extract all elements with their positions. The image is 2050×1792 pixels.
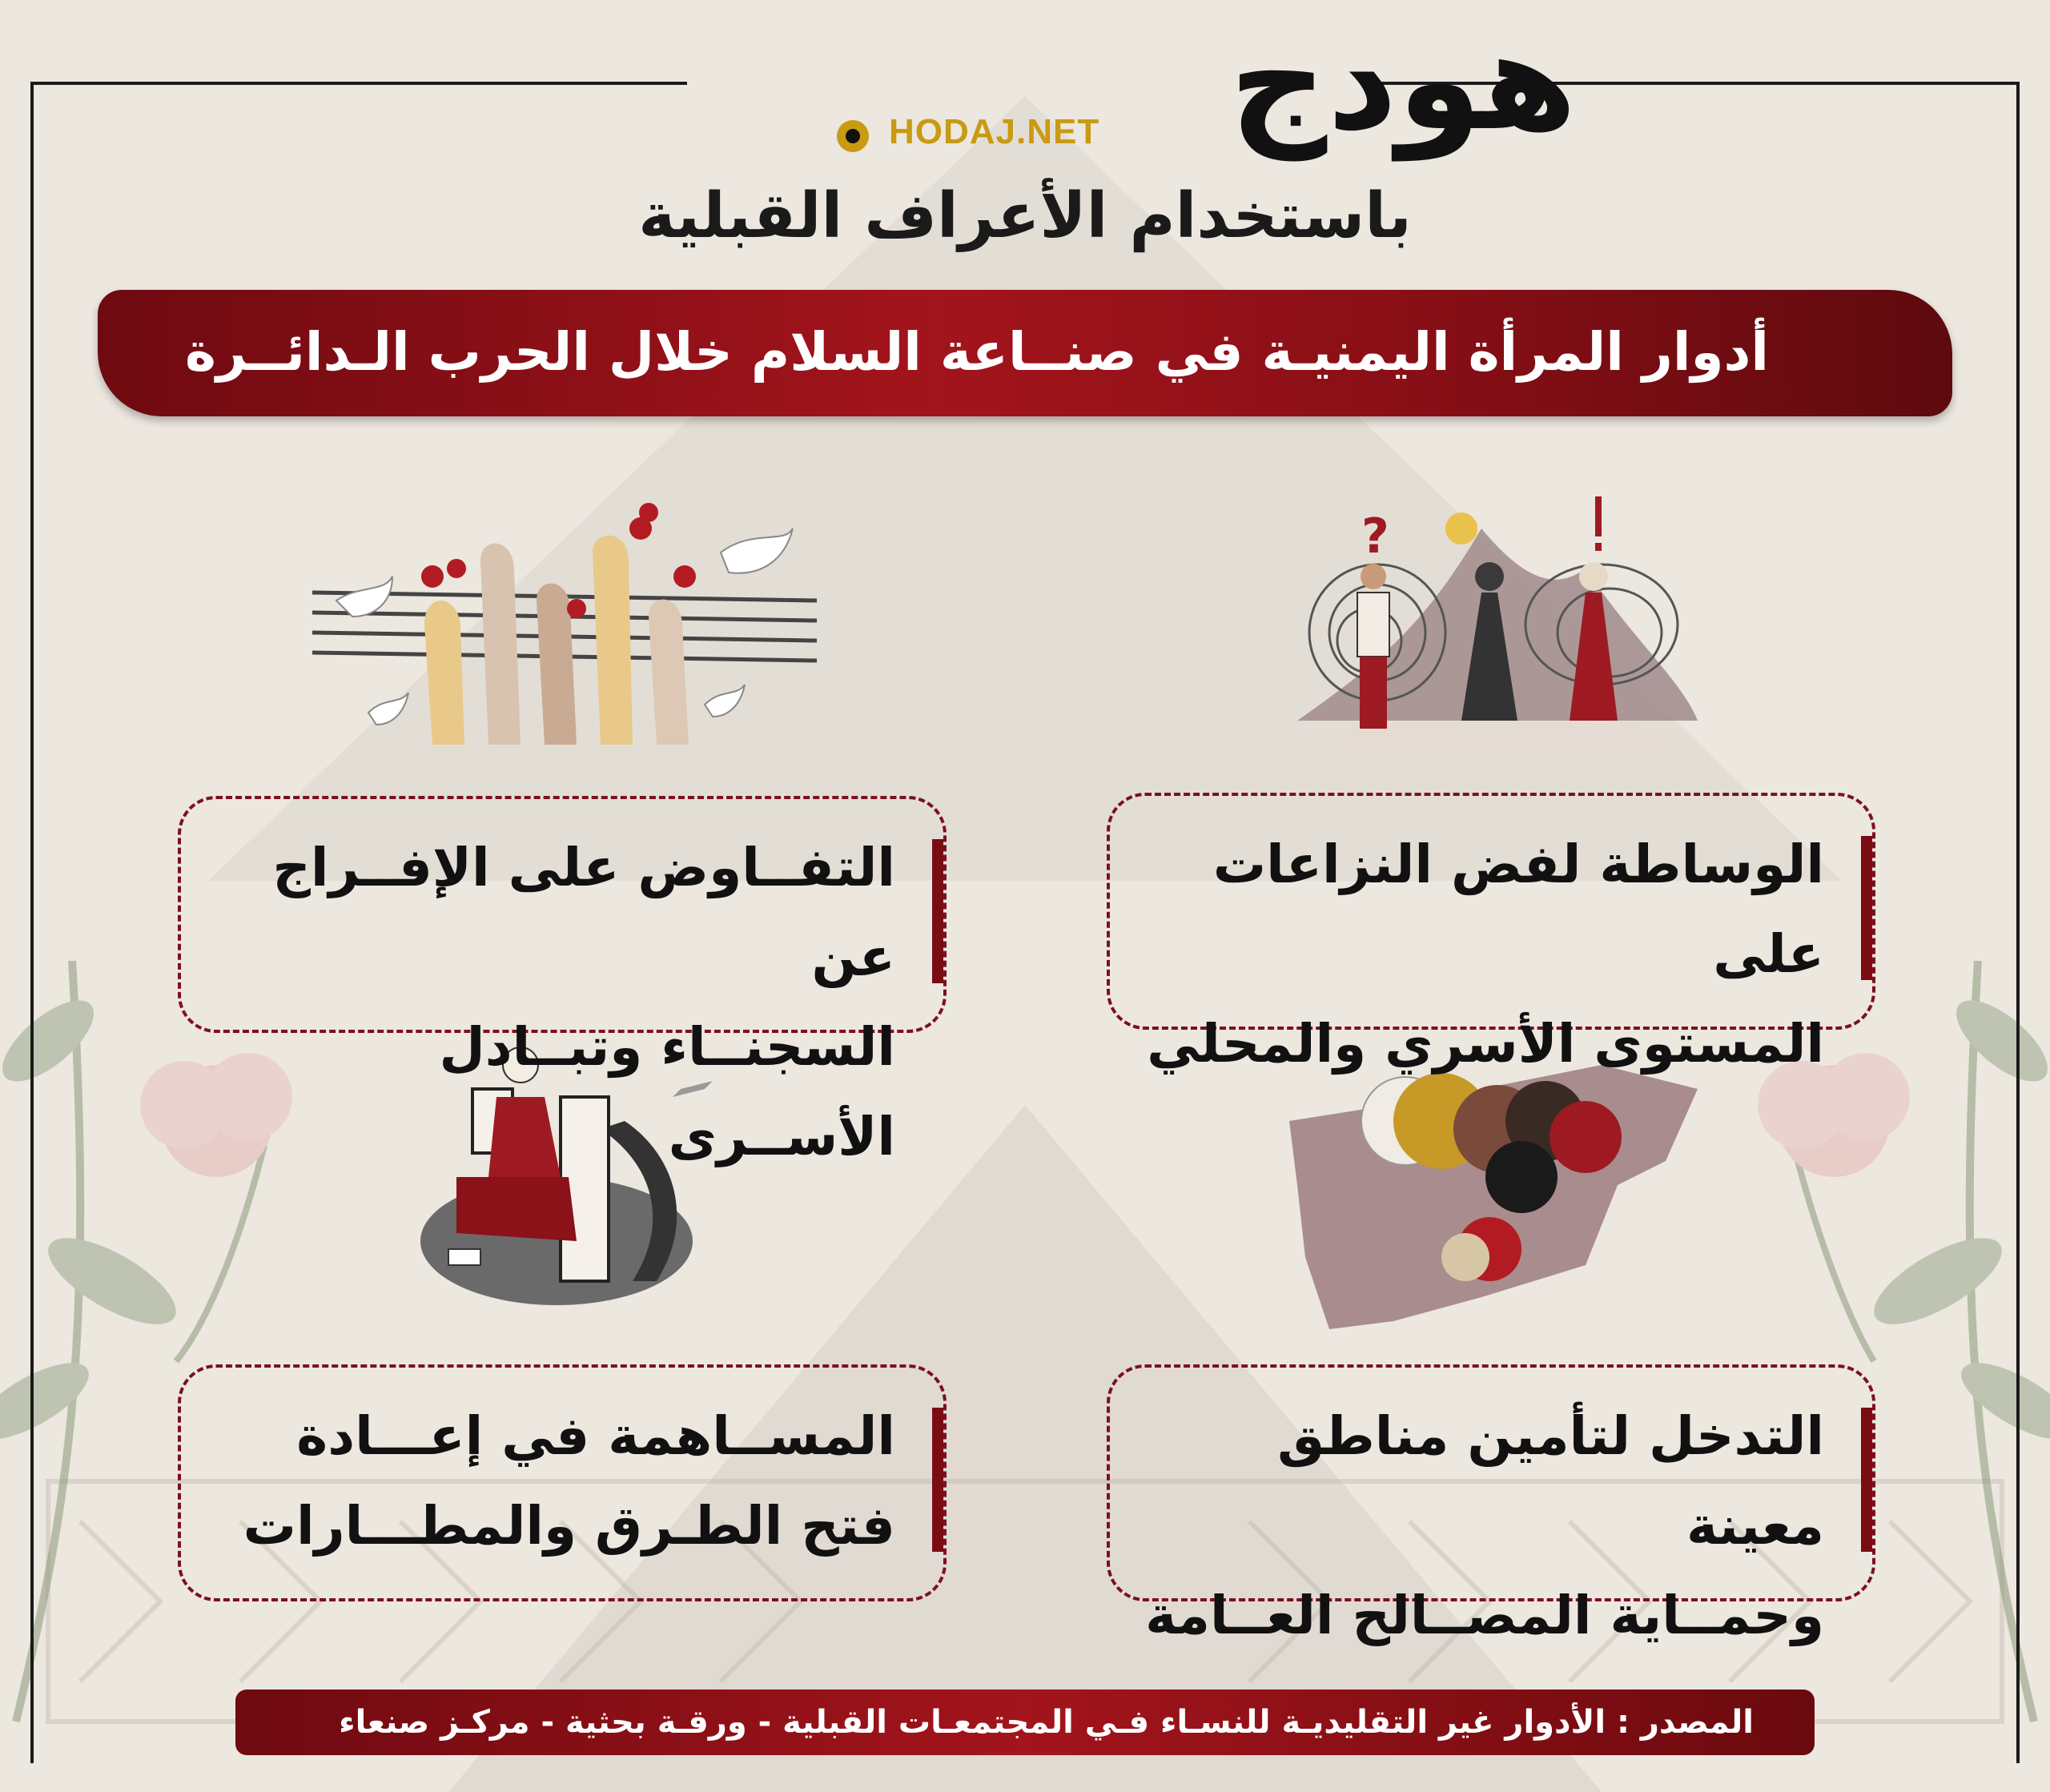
svg-text:?: ? [1361,508,1389,565]
card-reopening-roads [178,1364,947,1601]
card-line-1: التفــاوض على الإفــراج عن [272,837,895,988]
map-women-illustration [1281,1057,1730,1345]
card-text [1142,820,1824,1089]
frame-right [2016,82,2020,1763]
card-line-1: المســاهمة في إعـــادة [296,1405,895,1467]
logo-text: هودج [1229,2,1578,161]
card-accent-bar [1861,836,1872,980]
card-text [1142,1392,1824,1661]
card-securing-areas [1107,1364,1875,1646]
card-accent-bar [1861,1408,1872,1552]
mediation-illustration [1281,480,1714,769]
card-accent-bar [932,1408,943,1552]
card-line-2: وحمــاية المصــالح العــامة [1145,1585,1824,1646]
card-negotiation [178,796,947,1167]
card-line-2: المستوى الأسري والمحلي [1147,1013,1824,1075]
card-line-2: السجنــاء وتبــادل الأســرى [439,1016,895,1167]
frame-top-left [30,82,687,85]
frame-left [30,82,34,1763]
hands-doves-illustration [304,496,825,753]
card-text [213,1392,895,1571]
subtitle: باستخدام الأعراف القبلية [638,180,1412,252]
source-text: المصدر : الأدوار غير التقليديـة للنسـاء فـي المجتمعـات القبلية - ورقـة بحثية - مركـز صنعاء [339,1704,1754,1741]
card-mediation [1107,793,1875,1075]
logo-url: HODAJ.NET [889,112,1100,151]
card-line-2: فتح الطـرق والمطـــارات [243,1495,895,1557]
card-line-1: التدخل لتأمين مناطق معينة [1277,1405,1824,1557]
card-text [213,823,895,1182]
card-line-1: الوساطة لفض النزاعات على [1212,834,1824,985]
page-title: أدوار المرأة اليمنيـة في صنــاعة السلام خلال الحرب الـدائــرة [184,321,1769,383]
card-accent-bar [932,839,943,983]
